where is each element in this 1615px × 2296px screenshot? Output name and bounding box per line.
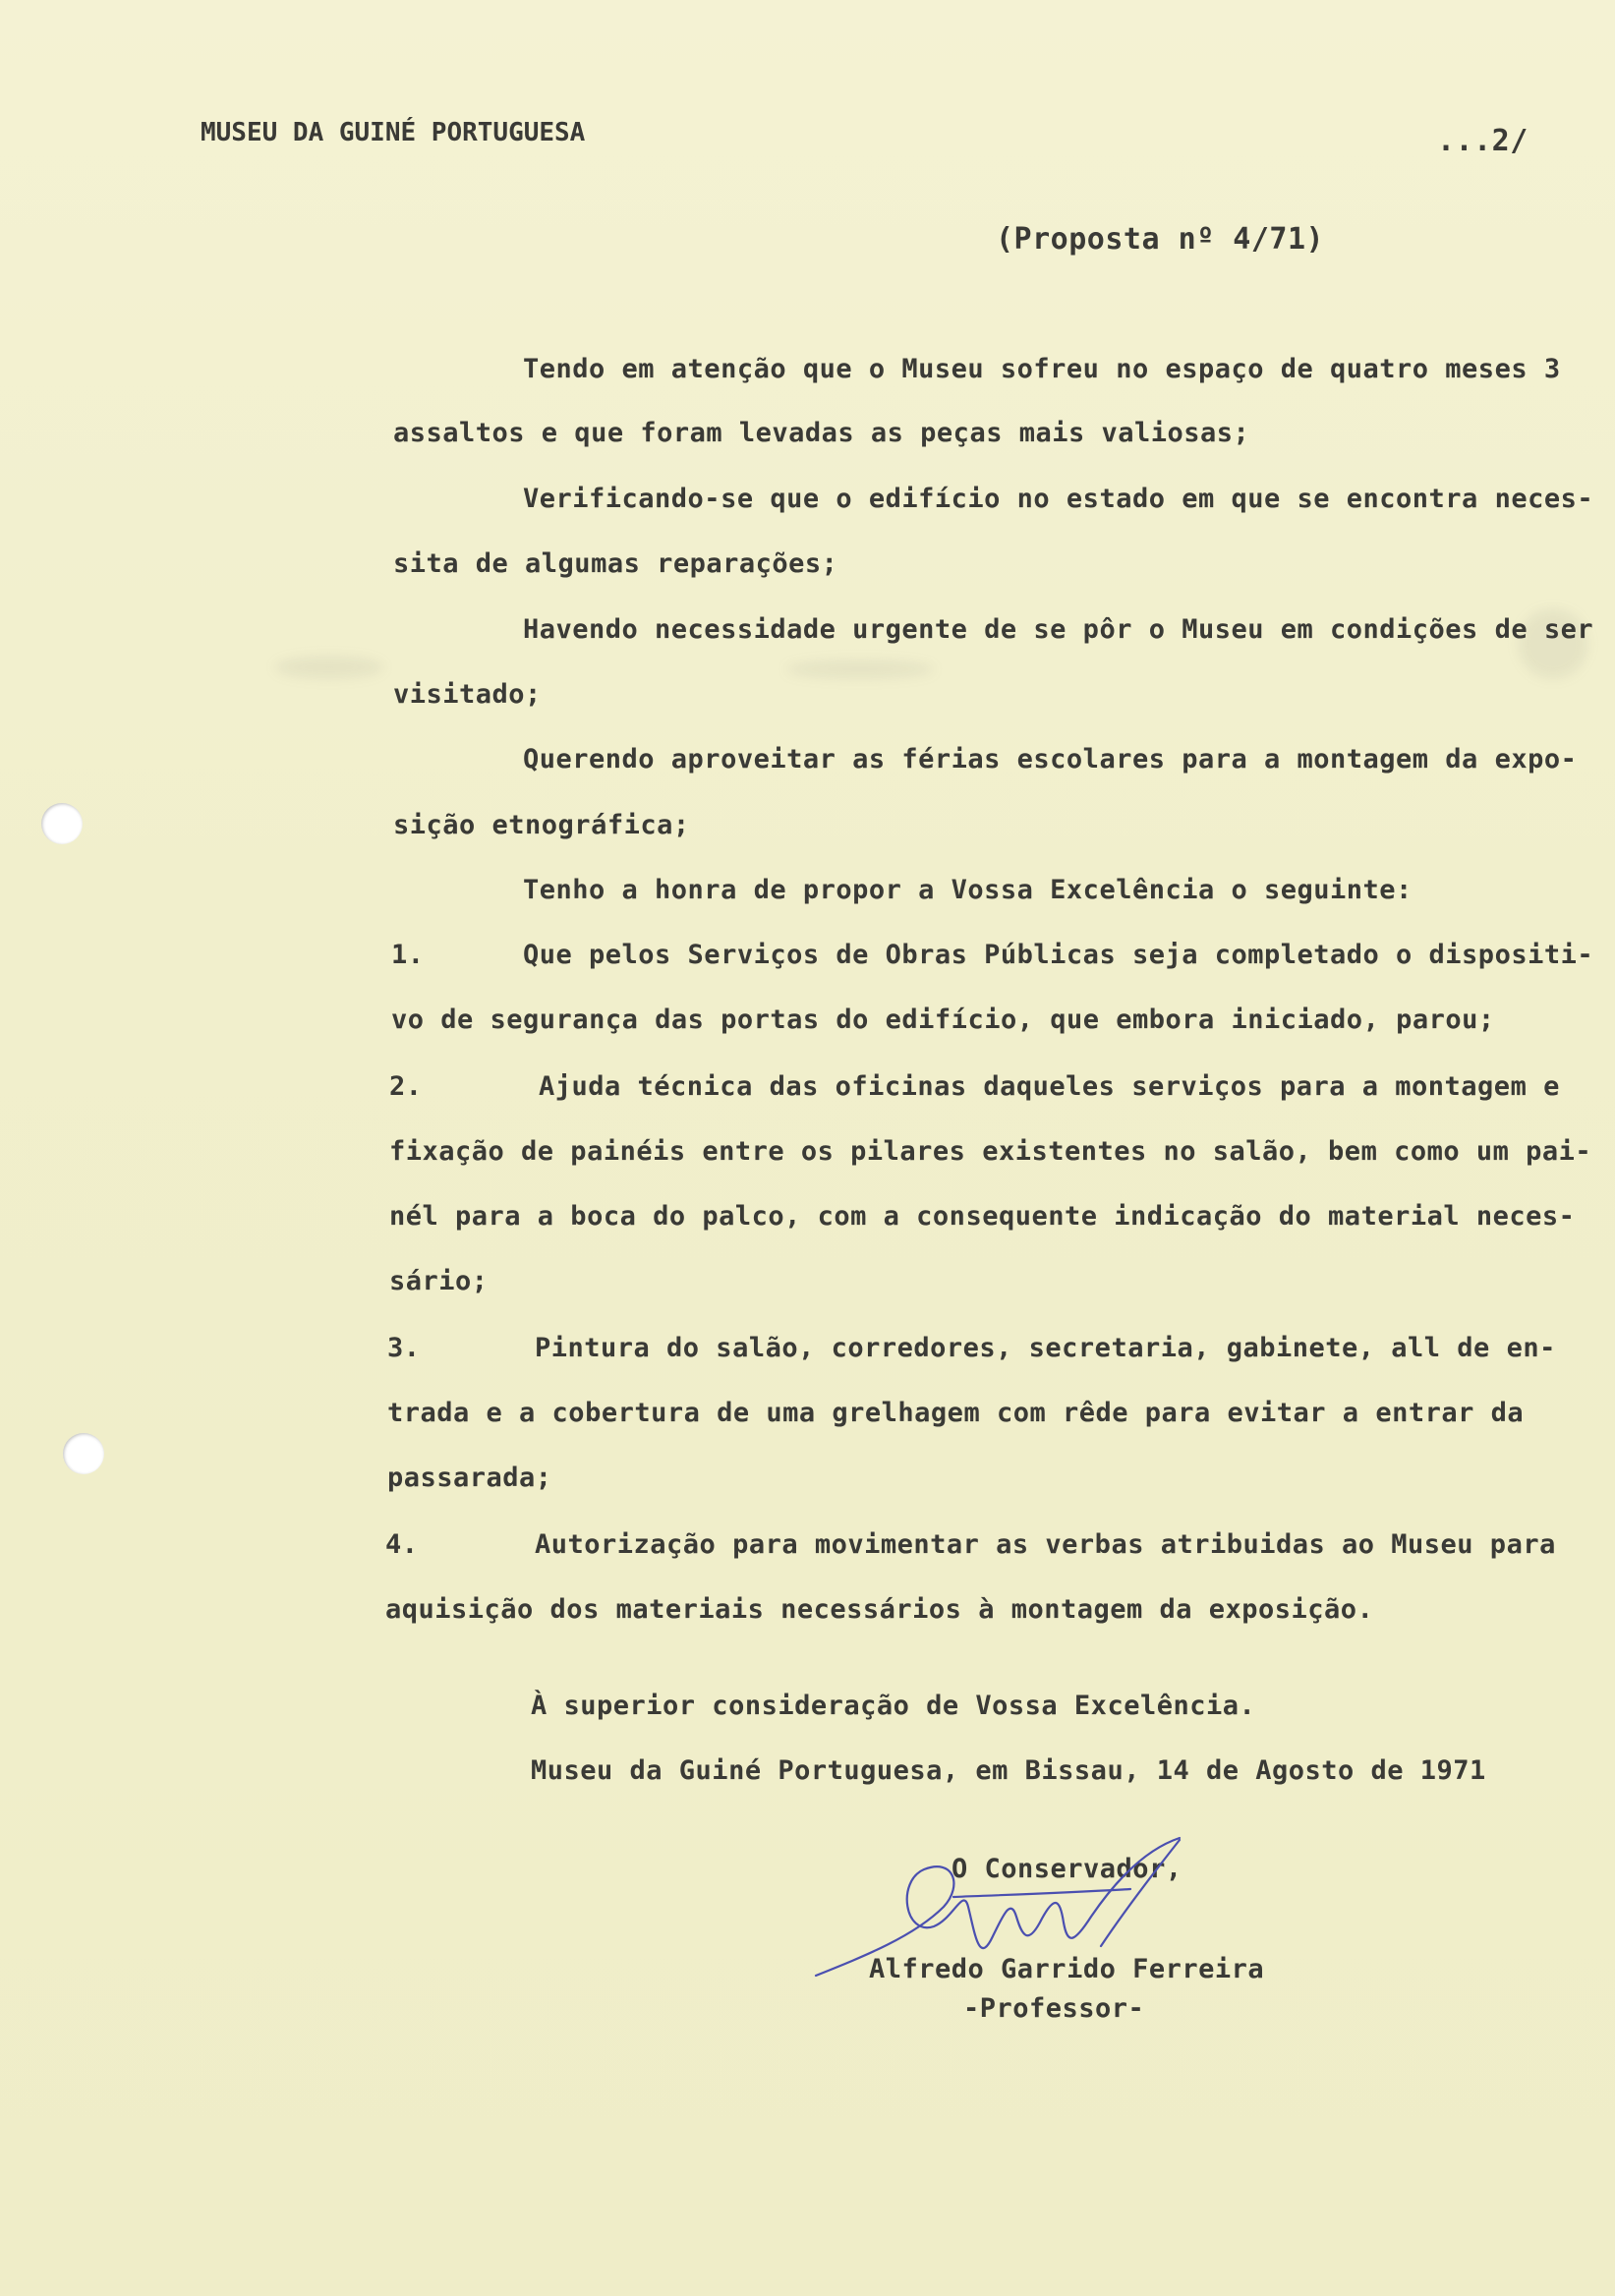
item-line: passarada; xyxy=(387,1463,552,1493)
item-line: Autorização para movimentar as verbas atribuidas ao Museu para xyxy=(535,1529,1556,1560)
paragraph-line: sita de algumas reparações; xyxy=(393,548,838,579)
paragraph-line: Havendo necessidade urgente de se pôr o Museu em condições de ser xyxy=(523,614,1594,645)
item-line: sário; xyxy=(389,1266,489,1296)
paragraph-line: Verificando-se que o edifício no estado em que se encontra neces- xyxy=(523,484,1594,514)
signatory-role: O Conservador, xyxy=(952,1854,1182,1884)
paragraph-line: Querendo aproveitar as férias escolares para a montagem da expo- xyxy=(523,744,1578,775)
item-number: 2. xyxy=(389,1071,423,1102)
item-line: Pintura do salão, corredores, secretaria, gabinete, all de en- xyxy=(535,1333,1556,1363)
item-line: Ajuda técnica das oficinas daqueles serviços para a montagem e xyxy=(539,1071,1560,1102)
paragraph-line: assaltos e que foram levadas as peças mais valiosas; xyxy=(393,418,1250,448)
item-number: 1. xyxy=(391,940,425,970)
item-number: 3. xyxy=(387,1333,421,1363)
paragraph-line: Tendo em atenção que o Museu sofreu no espaço de quatro meses 3 xyxy=(523,354,1561,384)
item-number: 4. xyxy=(385,1529,419,1560)
closing-place-date: Museu da Guiné Portuguesa, em Bissau, 14 de Agosto de 1971 xyxy=(531,1755,1486,1786)
item-line: trada e a cobertura de uma grelhagem com rêde para evitar a entrar da xyxy=(387,1398,1525,1428)
item-line: vo de segurança das portas do edifício, que embora iniciado, parou; xyxy=(391,1004,1495,1035)
smudge-mark xyxy=(275,657,383,678)
punch-hole-bottom xyxy=(63,1433,104,1474)
smudge-mark xyxy=(786,660,934,678)
closing-consideration: À superior consideração de Vossa Excelência. xyxy=(531,1691,1256,1721)
handwritten-signature xyxy=(806,1828,1239,2005)
item-line: fixação de painéis entre os pilares existentes no salão, bem como um pai- xyxy=(389,1136,1592,1167)
institution-header: MUSEU DA GUINÉ PORTUGUESA xyxy=(201,118,586,147)
paragraph-line: Tenho a honra de propor a Vossa Excelência o seguinte: xyxy=(523,875,1413,905)
paragraph-line: sição etnográfica; xyxy=(393,810,690,840)
proposal-number: (Proposta nº 4/71) xyxy=(996,222,1325,257)
item-line: aquisição dos materiais necessários à montagem da exposição. xyxy=(385,1594,1374,1625)
paragraph-line: visitado; xyxy=(393,679,542,710)
item-line: nél para a boca do palco, com a consequente indicação do material neces- xyxy=(389,1201,1576,1232)
punch-hole-top xyxy=(41,803,83,844)
signatory-title: -Professor- xyxy=(963,1993,1145,2024)
item-line: Que pelos Serviços de Obras Públicas seja completado o dispositi- xyxy=(523,940,1594,970)
page-number: ...2/ xyxy=(1437,124,1528,158)
signatory-name: Alfredo Garrido Ferreira xyxy=(869,1954,1265,1984)
